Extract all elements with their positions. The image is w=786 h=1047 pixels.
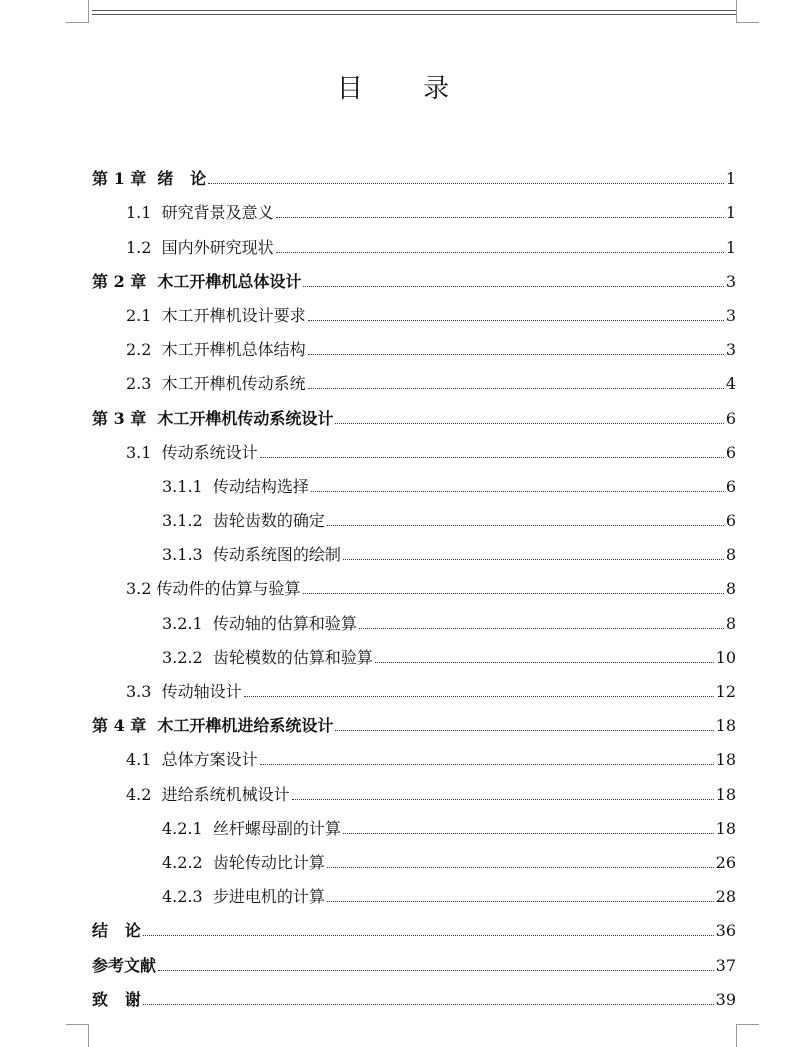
toc-entry-label: 4.2 进给系统机械设计 — [126, 784, 290, 804]
toc-entry[interactable] — [92, 736, 736, 770]
toc-entry-page: 6 — [725, 408, 736, 428]
toc-entry[interactable] — [92, 873, 736, 907]
toc-entry-page: 18 — [715, 784, 736, 804]
toc-entry-label: 1.2 国内外研究现状 — [126, 237, 274, 257]
toc-entry-label: 结 论 — [92, 921, 141, 941]
toc-entry-label: 3.2.2 齿轮模数的估算和验算 — [162, 647, 373, 667]
dot-leader — [208, 182, 724, 184]
toc-entry-page: 12 — [715, 682, 736, 701]
dot-leader — [327, 524, 724, 526]
dot-leader — [343, 832, 714, 834]
toc-entry-page: 3 — [725, 305, 736, 325]
dot-leader — [359, 627, 724, 629]
toc-entry-label: 第 2 章 木工开榫机总体设计 — [92, 271, 302, 291]
toc-entry[interactable] — [92, 463, 736, 497]
toc-entry[interactable] — [92, 292, 736, 326]
toc-entry-label: 4.2.3 步进电机的计算 — [162, 887, 325, 907]
toc-entry-page: 3 — [725, 271, 736, 291]
toc-entry[interactable] — [92, 702, 736, 736]
page-title: 目 录 — [336, 74, 476, 104]
toc-entry[interactable] — [92, 531, 736, 565]
toc-entry[interactable] — [92, 189, 736, 223]
toc-entry-label: 1.1 研究背景及意义 — [126, 203, 274, 223]
dot-leader — [308, 387, 724, 389]
toc-entry-label: 3.1 传动系统设计 — [126, 442, 258, 462]
toc-entry[interactable] — [92, 565, 736, 599]
dot-leader — [327, 866, 714, 868]
crop-mark-top-right — [736, 0, 759, 23]
dot-leader — [303, 592, 724, 594]
toc-entry[interactable] — [92, 907, 736, 941]
dot-leader — [343, 558, 724, 560]
toc-entry-page: 8 — [725, 613, 736, 633]
dot-leader — [158, 969, 714, 971]
toc-entry[interactable] — [92, 770, 736, 804]
crop-mark-bottom-right — [736, 1024, 759, 1047]
toc-entry-label: 3.1.3 传动系统图的绘制 — [162, 545, 341, 565]
toc-entry[interactable] — [92, 155, 736, 189]
toc-entry[interactable] — [92, 599, 736, 633]
toc-entry-page: 37 — [715, 955, 736, 975]
toc-entry-page: 1 — [725, 169, 736, 189]
toc-entry-page: 36 — [715, 921, 736, 941]
toc-entry-label: 3.3 传动轴设计 — [126, 682, 242, 701]
dot-leader — [311, 490, 724, 492]
toc-entry-page: 6 — [725, 476, 736, 496]
dot-leader — [308, 319, 724, 321]
dot-leader — [335, 729, 713, 731]
toc-entry-label: 2.1 木工开榫机设计要求 — [126, 305, 306, 325]
toc-entry-page: 18 — [715, 750, 736, 770]
dot-leader — [143, 1003, 714, 1005]
toc-entry-label: 3.2.1 传动轴的估算和验算 — [162, 613, 357, 633]
toc-entry[interactable] — [92, 668, 736, 702]
toc-entry-page: 18 — [715, 818, 736, 838]
crop-mark-bottom-left — [66, 1024, 89, 1047]
table-of-contents — [92, 155, 736, 1010]
dot-leader — [292, 798, 714, 800]
toc-entry-label: 4.1 总体方案设计 — [126, 750, 258, 770]
toc-entry-label: 致 谢 — [92, 989, 141, 1009]
toc-entry-label: 第 1 章 绪 论 — [92, 169, 207, 189]
toc-entry[interactable] — [92, 429, 736, 463]
dot-leader — [143, 934, 714, 936]
dot-leader — [327, 900, 714, 902]
toc-entry-page: 6 — [725, 511, 736, 531]
toc-entry-label: 2.2 木工开榫机总体结构 — [126, 340, 306, 360]
toc-entry[interactable] — [92, 394, 736, 428]
toc-entry-page: 3 — [725, 340, 736, 360]
toc-entry-label: 3.2 传动件的估算与验算 — [126, 579, 301, 599]
toc-entry-page: 10 — [715, 647, 736, 667]
dot-leader — [308, 353, 724, 355]
toc-entry-page: 26 — [715, 852, 736, 872]
toc-entry[interactable] — [92, 258, 736, 292]
toc-entry[interactable] — [92, 326, 736, 360]
toc-entry[interactable] — [92, 941, 736, 975]
dot-leader — [244, 695, 714, 697]
dot-leader — [260, 456, 724, 458]
toc-entry-page: 8 — [725, 579, 736, 599]
toc-entry-label: 第 4 章 木工开榫机进给系统设计 — [92, 716, 334, 736]
toc-entry-label: 3.1.1 传动结构选择 — [162, 476, 309, 496]
dot-leader — [375, 661, 714, 663]
toc-entry-label: 3.1.2 齿轮齿数的确定 — [162, 511, 325, 531]
dot-leader — [276, 251, 724, 253]
toc-entry-page: 8 — [725, 545, 736, 565]
toc-entry-page: 6 — [725, 442, 736, 462]
toc-entry-label: 第 3 章 木工开榫机传动系统设计 — [92, 408, 334, 428]
toc-entry[interactable] — [92, 976, 736, 1010]
toc-entry-label: 2.3 木工开榫机传动系统 — [126, 374, 306, 394]
toc-entry-page: 1 — [725, 237, 736, 257]
toc-entry-page: 18 — [715, 716, 736, 736]
toc-entry[interactable] — [92, 497, 736, 531]
dot-leader — [335, 422, 723, 424]
dot-leader — [260, 763, 714, 765]
toc-entry[interactable] — [92, 634, 736, 668]
dot-leader — [303, 285, 723, 287]
toc-entry-label: 4.2.1 丝杆螺母副的计算 — [162, 818, 341, 838]
toc-entry-label: 参考文献 — [92, 955, 157, 975]
dot-leader — [276, 216, 724, 218]
toc-entry[interactable] — [92, 360, 736, 394]
toc-entry-page: 4 — [725, 374, 736, 394]
toc-entry-label: 4.2.2 齿轮传动比计算 — [162, 852, 325, 872]
toc-entry[interactable] — [92, 223, 736, 257]
toc-entry-page: 39 — [715, 989, 736, 1009]
toc-entry-page: 28 — [715, 887, 736, 907]
header-rule — [92, 10, 736, 15]
toc-entry[interactable] — [92, 805, 736, 839]
toc-entry[interactable] — [92, 839, 736, 873]
crop-mark-top-left — [66, 0, 89, 23]
toc-entry-page: 1 — [725, 203, 736, 223]
